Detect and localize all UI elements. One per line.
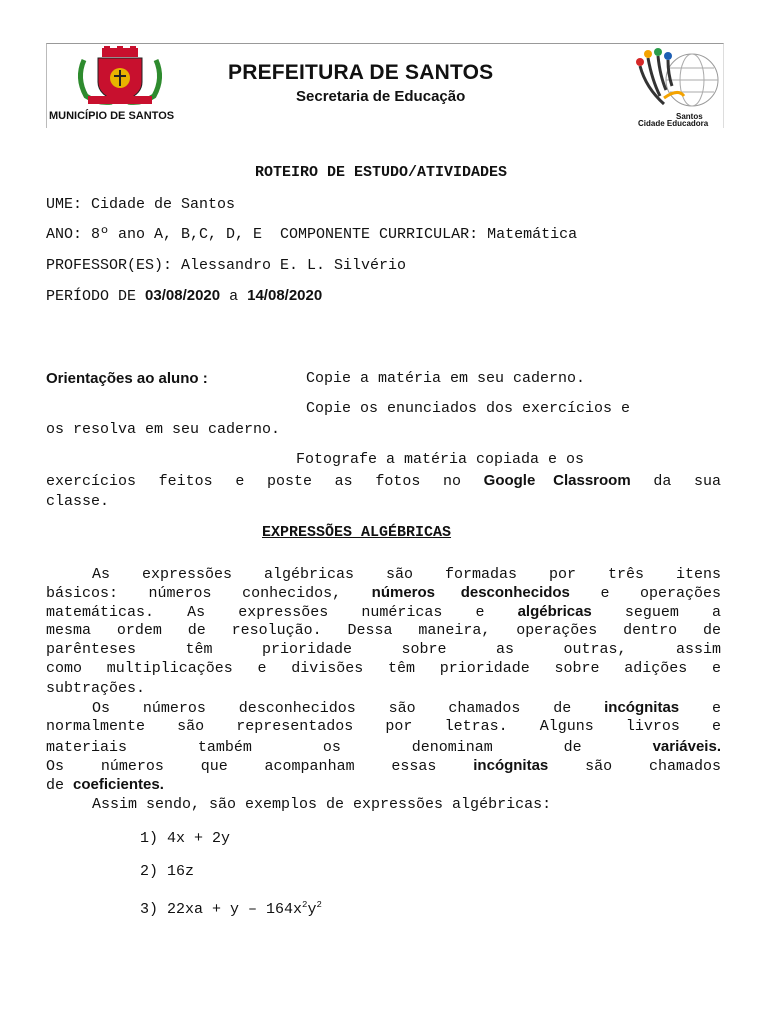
body-line-12: de coeficientes. <box>46 776 164 794</box>
body-line-1: As expressões algébricas são formadas por três itens <box>92 566 721 583</box>
body-line-4: mesma ordem de resolução. Dessa maneira, operações dentro de <box>46 622 721 639</box>
body-line-13: Assim sendo, são exemplos de expressões algébricas: <box>92 796 552 813</box>
example-2: 2) 16z <box>140 863 195 880</box>
letterhead-subtitle: Secretaria de Educação <box>296 88 466 105</box>
letterhead-title: PREFEITURA DE SANTOS <box>228 61 494 84</box>
ume-line: UME: Cidade de Santos <box>46 196 236 213</box>
instruction-1: Copie a matéria em seu caderno. <box>306 370 586 387</box>
body-line-5: parênteses têm prioridade sobre as outras, assim <box>46 641 721 658</box>
body-line-11: Os números que acompanham essas incógnitas são chamados <box>46 757 721 775</box>
document-heading: ROTEIRO DE ESTUDO/ATIVIDADES <box>255 164 508 181</box>
instructions-label: Orientações ao aluno : <box>46 370 208 387</box>
body-line-6: como multiplicações e divisões têm prioridade sobre adições e <box>46 660 721 677</box>
educating-city-logo <box>628 44 720 110</box>
teacher-line: PROFESSOR(ES): Alessandro E. L. Silvério <box>46 257 407 274</box>
body-line-7: subtrações. <box>46 680 146 697</box>
instruction-3c: classe. <box>46 493 110 510</box>
body-line-8: Os números desconhecidos são chamados de incógnitas e <box>92 699 721 717</box>
period-line: PERÍODO DE 03/08/2020 a 14/08/2020 <box>46 287 323 305</box>
section-title: EXPRESSÕES ALGÉBRICAS <box>262 524 452 541</box>
body-line-2: básicos: números conhecidos, números desconhecidos e operações <box>46 584 721 602</box>
city-caption: MUNICÍPIO DE SANTOS <box>49 110 175 122</box>
body-line-9: normalmente são representados por letras. Alguns livros e <box>46 718 721 735</box>
instruction-2a: Copie os enunciados dos exercícios e <box>306 400 631 417</box>
instruction-3b: exercícios feitos e poste as fotos no Google Classroom da sua <box>46 472 721 490</box>
grade-subject-line: ANO: 8º ano A, B,C, D, E COMPONENTE CURRICULAR: Matemática <box>46 226 578 243</box>
body-line-3: matemáticas. As expressões numéricas e algébricas seguem a <box>46 603 721 621</box>
instruction-2b: os resolva em seu caderno. <box>46 421 281 438</box>
body-line-10: materiais também os denominam de variáveis. <box>46 738 721 756</box>
city-coat-of-arms-logo <box>70 46 170 108</box>
example-1: 1) 4x + 2y <box>140 830 231 847</box>
example-3: 3) $22xa + y - 164x^2y^2$ <box>140 900 322 918</box>
instruction-3a: Fotografe a matéria copiada e os <box>296 451 585 468</box>
educating-city-caption-2: Cidade Educadora <box>638 119 709 128</box>
educating-city-caption-1: Santos <box>676 112 703 121</box>
